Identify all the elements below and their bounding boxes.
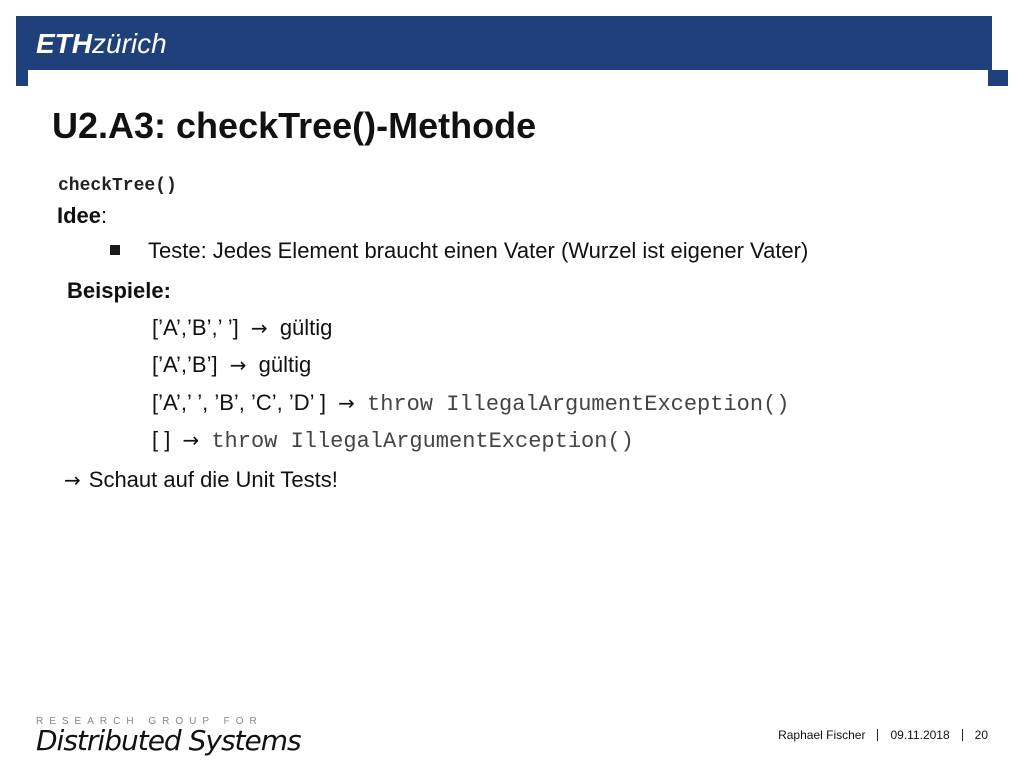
idee-line [57, 203, 107, 229]
bullet-item [110, 238, 808, 264]
example-input: [’A’,’B’] [152, 352, 218, 377]
example-1 [152, 315, 332, 341]
footer-meta [778, 728, 988, 742]
example-input: [’A’,’ ’, ’B’, ’C’, ’D’ ] [152, 390, 326, 415]
example-input: [ ] [152, 427, 171, 452]
conclusion-text: Schaut auf die Unit Tests! [88, 467, 338, 492]
arrow-right-icon: → [250, 316, 268, 340]
footer-separator [877, 729, 878, 741]
idee-label: Idee [57, 203, 102, 228]
header-notch-left [16, 70, 28, 86]
footer-separator [962, 729, 963, 741]
logo-zurich: zürich [92, 28, 167, 59]
example-4 [152, 427, 634, 454]
conclusion [64, 467, 338, 493]
header-notch-right [988, 70, 1008, 86]
beispiele-label: Beispiele: [67, 278, 171, 303]
research-group-label: RESEARCH GROUP FOR [36, 716, 263, 727]
eth-logo [36, 28, 167, 60]
code-label: checkTree() [58, 176, 177, 196]
footer-date: 09.11.2018 [890, 728, 950, 742]
footer-author: Raphael Fischer [778, 728, 866, 742]
example-result: throw IllegalArgumentException() [367, 392, 790, 417]
arrow-right-icon: → [229, 353, 247, 377]
idee-colon: : [101, 203, 108, 228]
square-bullet-icon [110, 245, 120, 255]
arrow-right-icon: → [64, 468, 81, 492]
slide-title: U2.A3: checkTree()-Methode [52, 105, 537, 146]
arrow-right-icon: → [338, 391, 355, 415]
example-result: gültig [258, 352, 312, 377]
example-result: throw IllegalArgumentException() [211, 429, 634, 454]
example-result: gültig [279, 315, 333, 340]
arrow-right-icon: → [182, 428, 200, 452]
bullet-text: Teste: Jedes Element braucht einen Vater (Wurzel ist eigener Vater) [148, 238, 809, 263]
example-3 [152, 390, 789, 417]
footer-page-number: 20 [974, 728, 988, 742]
example-2 [152, 352, 311, 378]
group-name: Distributed Systems [36, 724, 301, 757]
logo-eth: ETH [36, 28, 92, 59]
example-input: [’A’,’B’,’ ’] [152, 315, 239, 340]
